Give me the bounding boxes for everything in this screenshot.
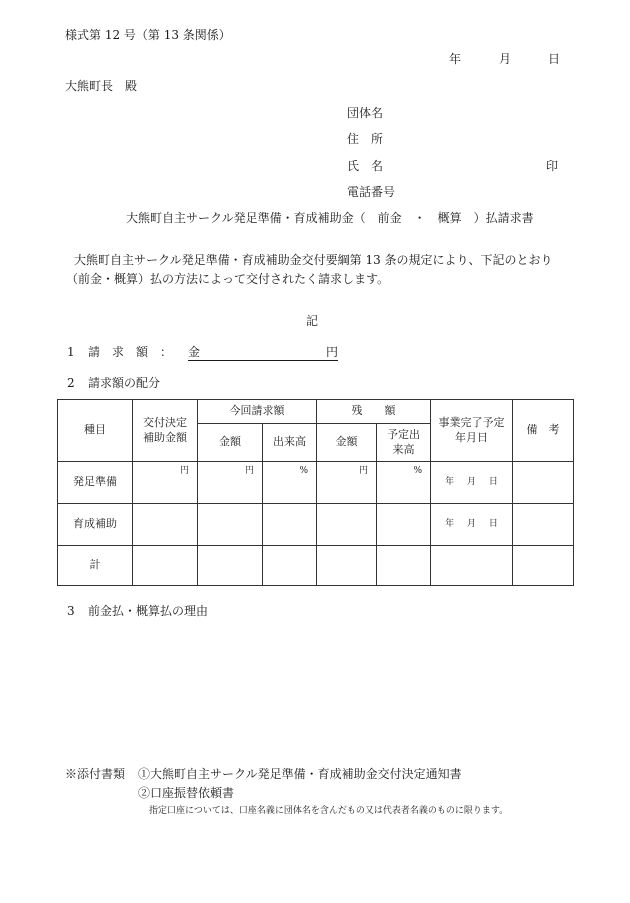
item3-label: 前金払・概算払の理由	[88, 604, 209, 618]
cell-remarks[interactable]	[513, 462, 574, 504]
cell-current-amount[interactable]	[198, 546, 263, 586]
cell-remaining-amount[interactable]: 円	[317, 462, 377, 504]
body-line-2: （前金・概算）払の方法によって交付されたく請求します。	[66, 272, 390, 286]
cell-decided-amount[interactable]	[133, 546, 198, 586]
item2-number: 2	[67, 376, 75, 390]
cell-remaining-amount[interactable]	[317, 504, 377, 546]
cell-remaining-amount[interactable]	[317, 546, 377, 586]
cell-planned-progress[interactable]: %	[377, 462, 431, 504]
item1-number: 1	[67, 345, 75, 359]
header-decided-line1: 交付決定	[143, 416, 187, 430]
header-amount-remaining: 金額	[317, 424, 377, 462]
table-row	[58, 504, 574, 546]
cell-completion-date[interactable]	[431, 546, 513, 586]
cell-current-amount[interactable]	[198, 504, 263, 546]
header-decided-amount	[133, 400, 198, 462]
item1-label: 請 求 額 ：	[88, 345, 173, 359]
header-remarks: 備 考	[513, 400, 574, 462]
attachment-1: ①大熊町自主サークル発足準備・育成補助金交付決定通知書	[138, 767, 462, 781]
item2-label: 請求額の配分	[88, 376, 161, 390]
header-type: 種目	[58, 400, 133, 462]
table-row	[58, 462, 574, 504]
cell-completion-date[interactable]: 年 月 日	[431, 462, 513, 504]
row-label: 計	[58, 546, 133, 586]
cell-remarks[interactable]	[513, 546, 574, 586]
cell-current-progress[interactable]: %	[263, 462, 317, 504]
header-planned-progress	[377, 424, 431, 462]
name-label: 氏 名	[347, 159, 384, 173]
item3-number: 3	[67, 604, 75, 618]
header-remaining: 残 額	[317, 400, 431, 424]
cell-planned-progress[interactable]	[377, 504, 431, 546]
account-note: 指定口座については、口座名義に団体名を含んだもの又は代表者名義のものに限ります。	[149, 806, 509, 816]
cell-planned-progress[interactable]	[377, 546, 431, 586]
cell-remarks[interactable]	[513, 504, 574, 546]
amount-field[interactable]	[188, 346, 338, 361]
cell-current-amount[interactable]: 円	[198, 462, 263, 504]
attachment-2: ②口座振替依頼書	[138, 786, 235, 800]
phone-label: 電話番号	[347, 185, 396, 199]
distribution-table	[57, 399, 574, 586]
cell-decided-amount[interactable]: 円	[133, 462, 198, 504]
row-label: 発足準備	[58, 462, 133, 504]
org-label: 団体名	[347, 106, 384, 120]
attachments-label: ※添付書類	[65, 767, 126, 781]
body-line-1: 大熊町自主サークル発足準備・育成補助金交付要綱第 13 条の規定により、下記のとおり	[74, 253, 553, 267]
form-number: 様式第 12 号（第 13 条関係）	[65, 28, 231, 42]
header-completion-line2: 年月日	[455, 430, 488, 444]
header-completion-line1: 事業完了予定	[438, 416, 505, 430]
amount-prefix: 金	[188, 345, 201, 359]
seal-mark: 印	[546, 159, 559, 173]
header-completion	[431, 400, 513, 462]
date-day: 日	[548, 52, 561, 66]
header-current: 今回請求額	[198, 400, 317, 424]
ki-heading: 記	[306, 314, 319, 328]
header-amount: 金額	[198, 424, 263, 462]
cell-decided-amount[interactable]	[133, 504, 198, 546]
document-title: 大熊町自主サークル発足準備・育成補助金（ 前金 ・ 概算 ）払請求書	[126, 211, 534, 225]
amount-unit: 円	[325, 345, 338, 359]
table-row	[58, 546, 574, 586]
cell-current-progress[interactable]	[263, 504, 317, 546]
date-year: 年	[449, 52, 462, 66]
header-decided-line2: 補助金額	[143, 430, 187, 444]
cell-completion-date[interactable]: 年 月 日	[431, 504, 513, 546]
cell-current-progress[interactable]	[263, 546, 317, 586]
row-label: 育成補助	[58, 504, 133, 546]
addressee: 大熊町長 殿	[65, 79, 138, 93]
address-label: 住 所	[347, 132, 384, 146]
header-progress: 出来高	[263, 424, 317, 462]
header-planned-line1: 予定出	[387, 428, 420, 442]
header-planned-line2: 来高	[392, 442, 415, 456]
date-month: 月	[499, 52, 512, 66]
